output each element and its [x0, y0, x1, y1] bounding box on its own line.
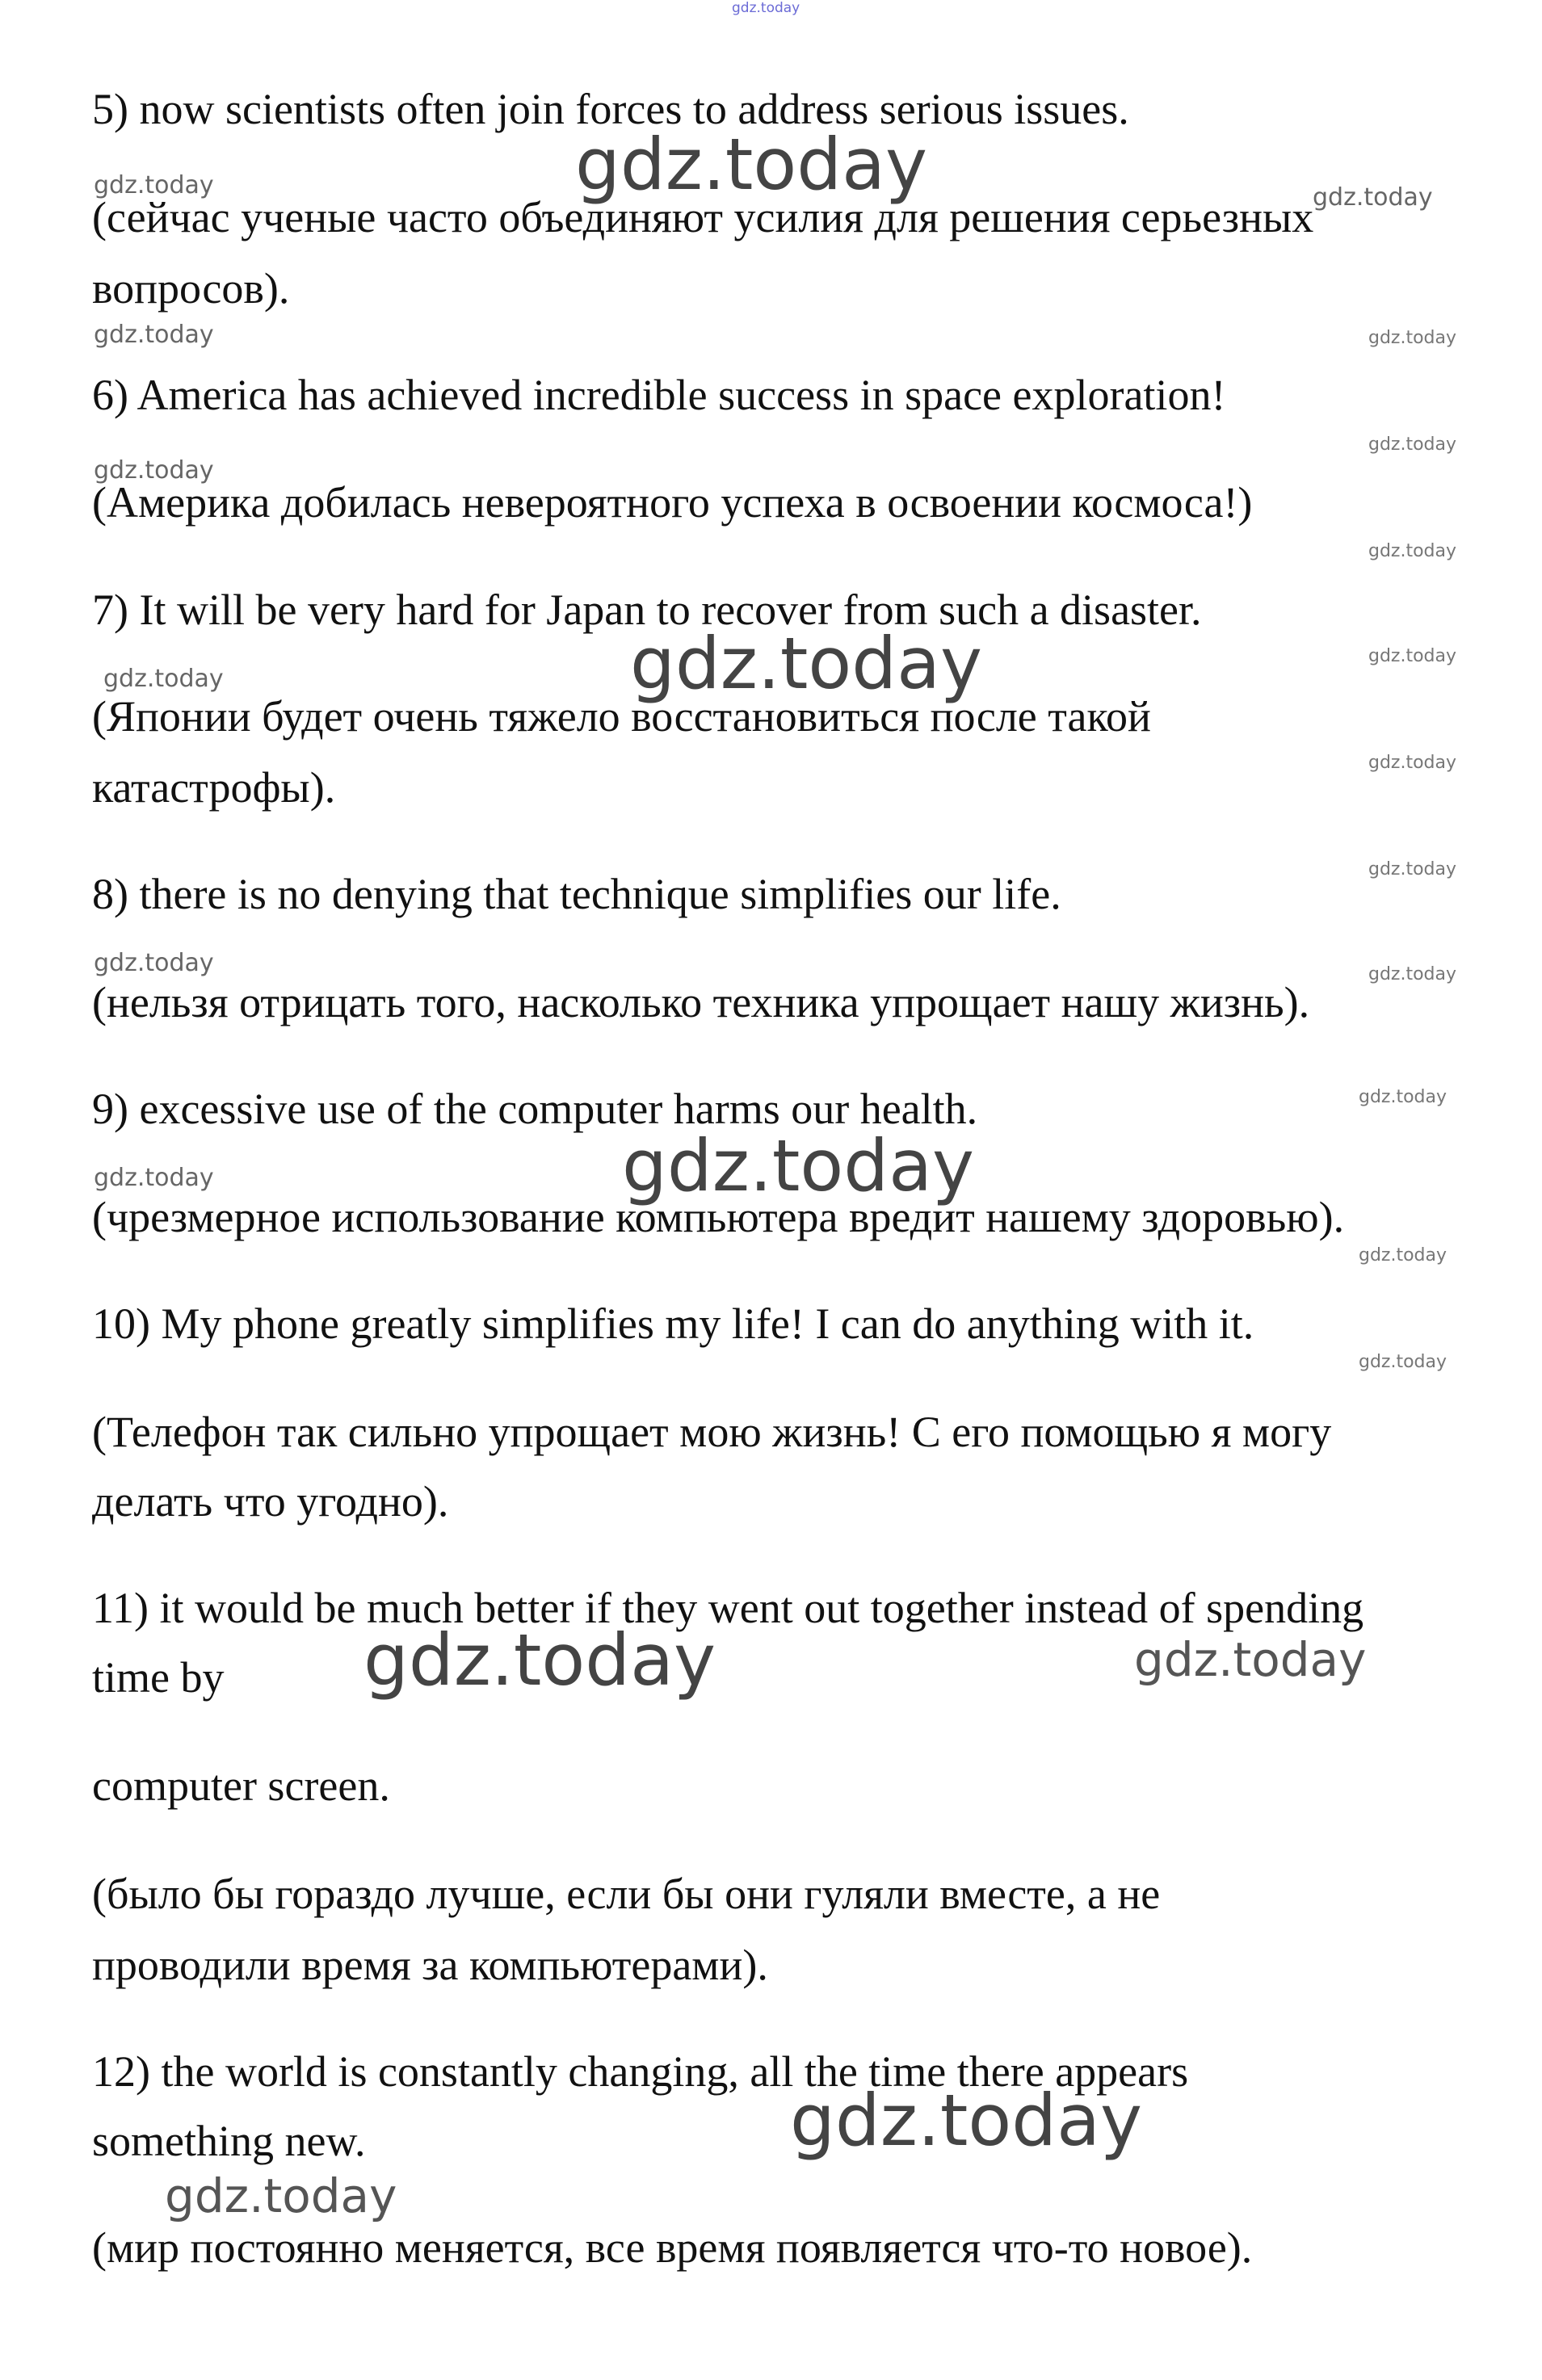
watermark: gdz.today	[1313, 183, 1433, 212]
item-11-english-line-3: computer screen.	[92, 1761, 390, 1810]
item-7-russian-line-2: катастрофы).	[92, 763, 336, 812]
item-11-english-line-1: 11) it would be much better if they went out together instead of spending	[92, 1584, 1364, 1632]
watermark: gdz.today	[1359, 1087, 1447, 1107]
watermark: gdz.today	[1368, 859, 1457, 879]
item-8-english: 8) there is no denying that technique simplifies our life.	[92, 870, 1061, 918]
watermark: gdz.today	[1368, 964, 1457, 984]
watermark: gdz.today	[732, 0, 800, 16]
item-11-russian-line-1: (было бы гораздо лучше, если бы они гуляли вместе, а не	[92, 1870, 1161, 1918]
watermark: gdz.today	[103, 665, 224, 693]
item-5-english: 5) now scientists often join forces to address serious issues.	[92, 85, 1129, 133]
item-7-english: 7) It will be very hard for Japan to recover from such a disaster.	[92, 586, 1202, 634]
item-10-english: 10) My phone greatly simplifies my life! I can do anything with it.	[92, 1299, 1254, 1348]
item-7-russian-line-1: (Японии будет очень тяжело восстановиться после такой	[92, 692, 1151, 741]
item-12-english-line-2: something new.	[92, 2117, 366, 2165]
watermark: gdz.today	[790, 2079, 1143, 2162]
item-9-english: 9) excessive use of the computer harms our health.	[92, 1085, 978, 1133]
watermark: gdz.today	[94, 1164, 214, 1192]
watermark: gdz.today	[575, 123, 928, 206]
watermark: gdz.today	[94, 949, 214, 977]
watermark: gdz.today	[1368, 753, 1457, 773]
watermark: gdz.today	[1368, 541, 1457, 561]
item-12-english-line-1: 12) the world is constantly changing, all the time there appears	[92, 2047, 1189, 2096]
item-8-russian: (нельзя отрицать того, насколько техника упрощает нашу жизнь).	[92, 978, 1310, 1026]
watermark: gdz.today	[622, 1124, 975, 1207]
watermark: gdz.today	[94, 456, 214, 485]
item-12-russian: (мир постоянно меняется, все время появляется что-то новое).	[92, 2223, 1253, 2272]
item-11-english-line-2: time by	[92, 1653, 225, 1702]
watermark: gdz.today	[363, 1618, 716, 1702]
item-10-russian-line-2: делать что угодно).	[92, 1477, 449, 1526]
item-5-russian-line-1: (сейчас ученые часто объединяют усилия для решения серьезных	[92, 193, 1314, 241]
watermark: gdz.today	[630, 622, 983, 705]
watermark: gdz.today	[1368, 646, 1457, 666]
watermark: gdz.today	[165, 2168, 397, 2223]
watermark: gdz.today	[1368, 434, 1457, 455]
watermark: gdz.today	[1134, 1632, 1367, 1687]
item-11-russian-line-2: проводили время за компьютерами).	[92, 1941, 768, 1989]
item-10-russian-line-1: (Телефон так сильно упрощает мою жизнь! С его помощью я могу	[92, 1408, 1332, 1456]
watermark: gdz.today	[1359, 1352, 1447, 1372]
watermark: gdz.today	[94, 171, 214, 199]
item-5-russian-line-2: вопросов).	[92, 264, 290, 313]
watermark: gdz.today	[1368, 328, 1457, 348]
item-6-russian: (Америка добилась невероятного успеха в освоении космоса!)	[92, 478, 1253, 527]
watermark: gdz.today	[1359, 1245, 1447, 1266]
item-9-russian: (чрезмерное использование компьютера вредит нашему здоровью).	[92, 1193, 1345, 1241]
item-6-english: 6) America has achieved incredible success in space exploration!	[92, 371, 1226, 419]
watermark: gdz.today	[94, 321, 214, 349]
